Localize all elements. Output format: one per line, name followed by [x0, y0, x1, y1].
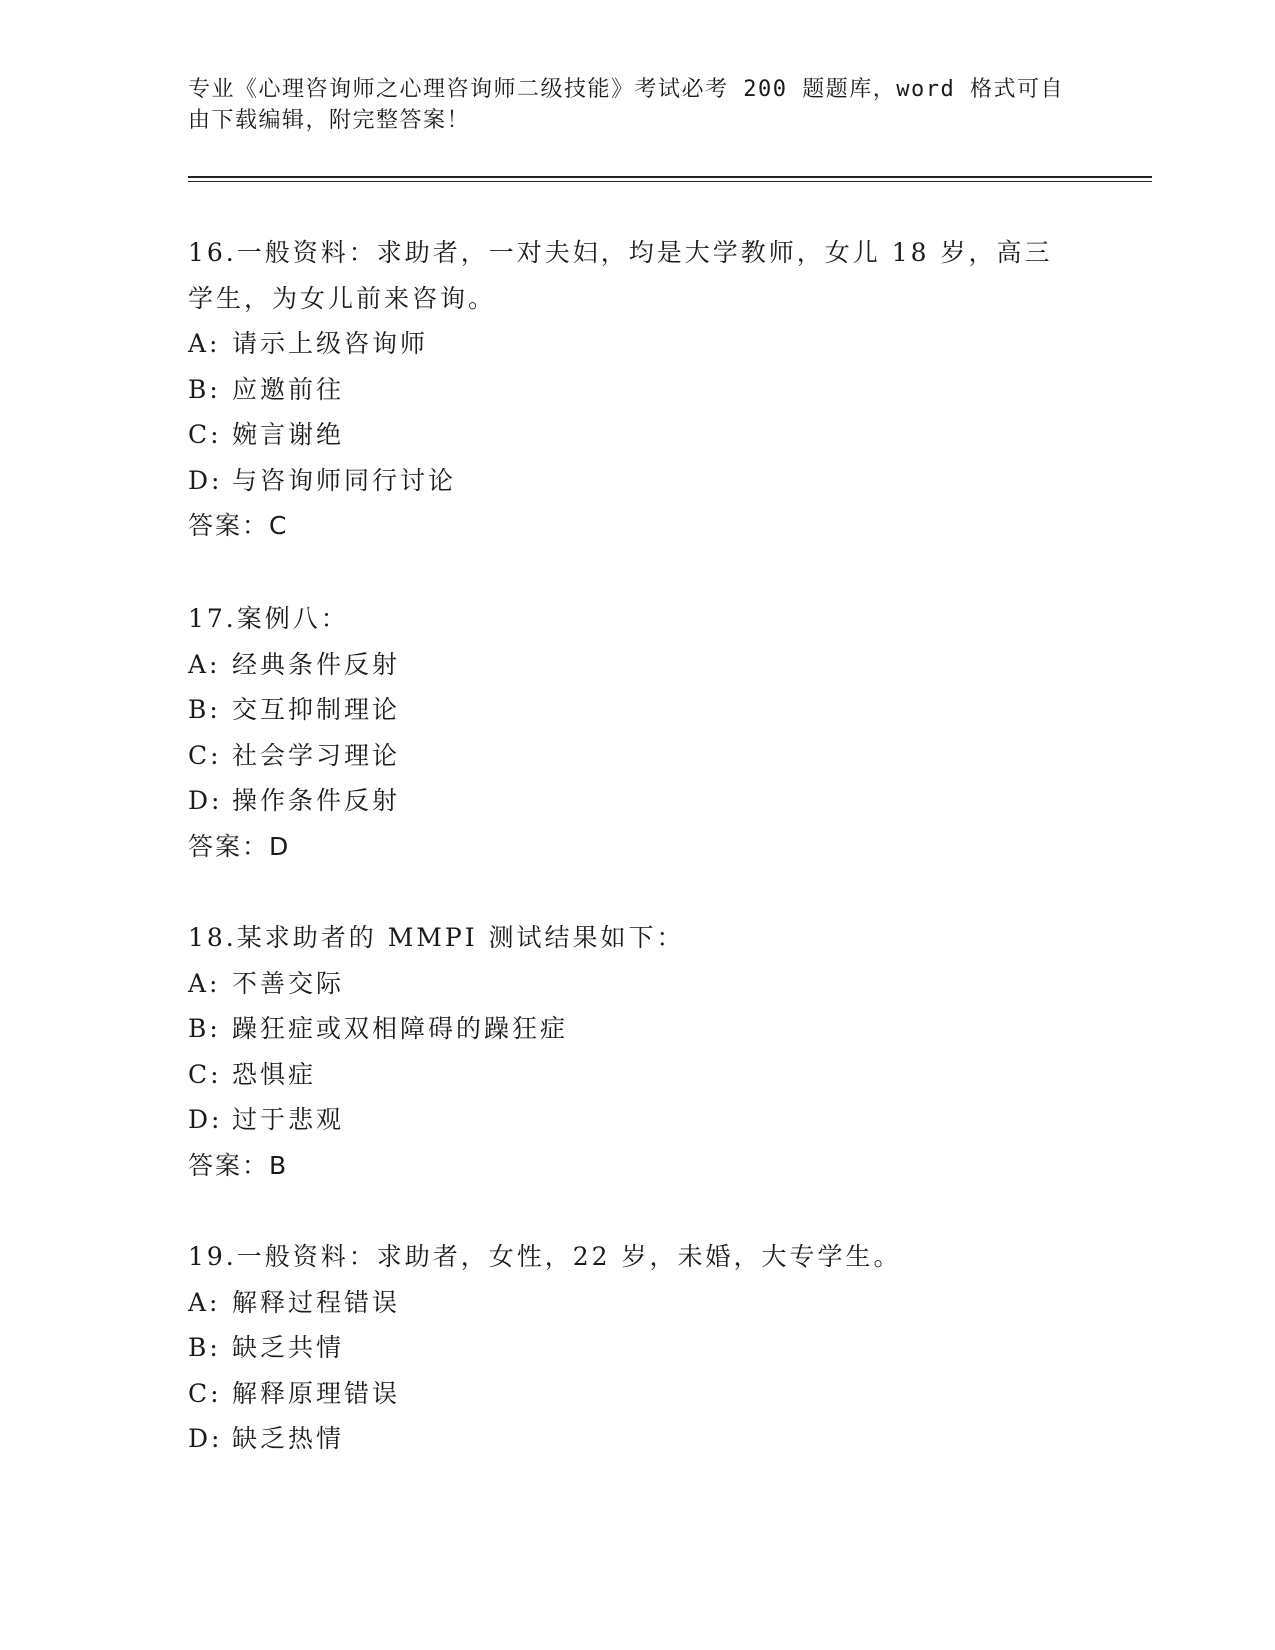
option-d — [188, 1097, 1068, 1143]
option-text: 缺乏共情 — [232, 1333, 345, 1362]
question-18 — [188, 915, 1068, 1189]
option-letter: C: — [188, 420, 222, 449]
option-letter: B: — [188, 1014, 221, 1043]
header-line-1: 专业《心理咨询师之心理咨询师二级技能》考试必考 200 题题库，word 格式可自 — [188, 77, 1064, 102]
option-letter: B: — [188, 1333, 221, 1362]
option-text: 应邀前往 — [232, 374, 345, 404]
option-text: 不善交际 — [232, 968, 345, 998]
question-stem-line-2: 学生，为女儿前来咨询。 — [188, 283, 497, 313]
option-a — [188, 1280, 1068, 1326]
option-letter: A: — [188, 968, 221, 998]
option-letter: D: — [188, 786, 223, 815]
option-letter: B: — [188, 695, 221, 724]
option-text: 请示上级咨询师 — [232, 329, 429, 358]
option-c — [188, 733, 1068, 779]
option-text: 躁狂症或双相障碍的躁狂症 — [232, 1014, 569, 1043]
option-a — [188, 642, 1068, 688]
question-16 — [188, 230, 1068, 549]
option-b — [188, 1006, 1068, 1052]
question-stem-line-1: 19.一般资料：求助者，女性，22 岁，未婚，大专学生。 — [188, 1242, 902, 1271]
question-stem-line-1: 18.某求助者的 MMPI 测试结果如下： — [188, 923, 685, 952]
option-text: 解释原理错误 — [232, 1378, 401, 1408]
answer-line: 答案：C — [188, 511, 289, 540]
option-b — [188, 367, 1068, 413]
option-text: 交互抑制理论 — [232, 695, 401, 724]
header-line-2: 由下载编辑，附完整答案！ — [188, 108, 471, 133]
option-letter: C: — [188, 740, 222, 770]
header-rule-thick — [188, 176, 1152, 178]
option-letter: D: — [188, 1105, 223, 1134]
option-text: 婉言谢绝 — [232, 420, 345, 449]
header-rule-thin — [188, 181, 1152, 182]
option-letter: C: — [188, 1378, 222, 1408]
option-text: 社会学习理论 — [232, 740, 401, 770]
question-17 — [188, 596, 1068, 870]
option-text: 过于悲观 — [232, 1105, 345, 1134]
option-letter: D: — [188, 465, 223, 495]
option-text: 解释过程错误 — [232, 1287, 401, 1317]
option-text: 操作条件反射 — [232, 786, 401, 815]
option-b — [188, 687, 1068, 733]
option-d — [188, 1416, 1068, 1462]
option-letter: D: — [188, 1424, 223, 1453]
option-b — [188, 1325, 1068, 1371]
option-letter: C: — [188, 1059, 222, 1089]
option-letter: A: — [188, 329, 221, 358]
question-stem-line-1: 17.案例八： — [188, 604, 349, 633]
option-d — [188, 458, 1068, 504]
option-letter: A: — [188, 1287, 221, 1317]
option-a — [188, 961, 1068, 1007]
option-c — [188, 1052, 1068, 1098]
question-19 — [188, 1234, 1068, 1462]
option-c — [188, 412, 1068, 458]
option-letter: B: — [188, 374, 221, 404]
option-letter: A: — [188, 649, 221, 679]
question-stem-line-1: 16.一般资料：求助者，一对夫妇，均是大学教师，女儿 18 岁，高三 — [188, 238, 1053, 267]
answer-line: 答案：D — [188, 831, 291, 861]
option-text: 恐惧症 — [232, 1059, 317, 1089]
option-text: 经典条件反射 — [232, 649, 401, 679]
option-c — [188, 1371, 1068, 1417]
answer-line: 答案：B — [188, 1150, 289, 1180]
option-d — [188, 778, 1068, 824]
option-text: 与咨询师同行讨论 — [232, 465, 457, 495]
option-a — [188, 321, 1068, 367]
document-header — [188, 74, 1068, 136]
option-text: 缺乏热情 — [232, 1424, 345, 1453]
